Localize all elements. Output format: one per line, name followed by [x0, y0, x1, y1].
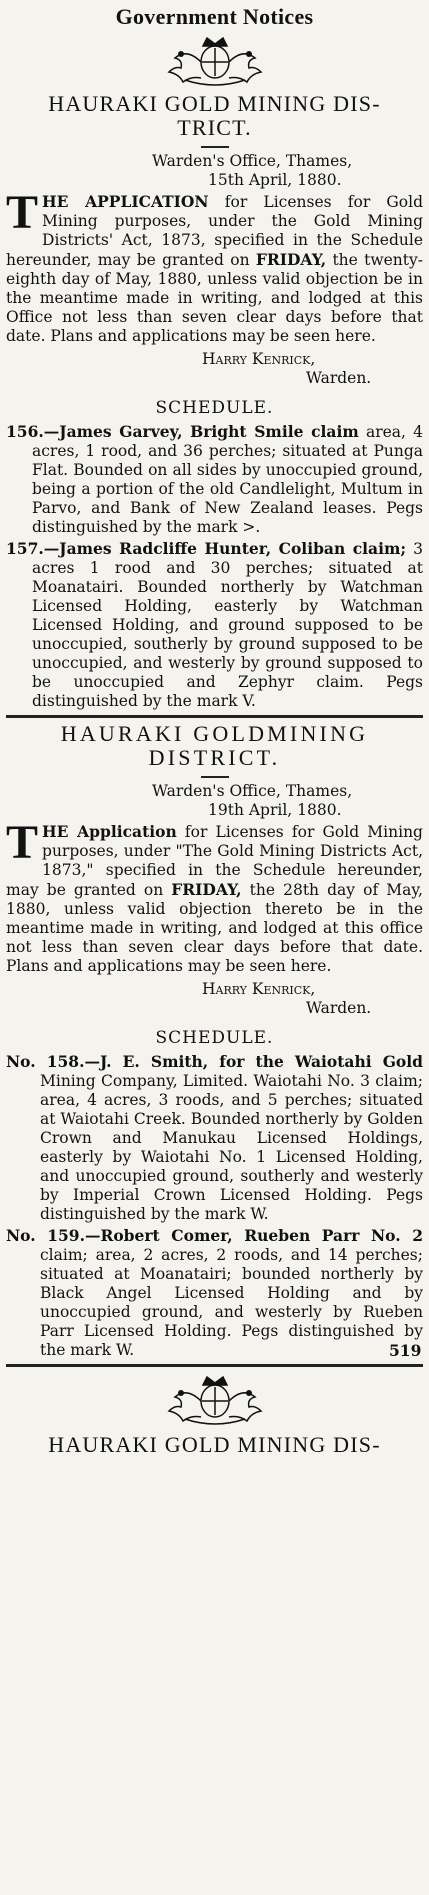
- schedule-entry: No. 158.—J. E. Smith, for the Waiotahi Gold Mining Company, Limited. Waiotahi No. 3 claim; area, 4 acres, 3 roods, and 5 perches; situated at Waiotahi Creek. Bounded northerly by Golden Crown and Manukau Licensed Holdings, easterly by Waiotahi No. 1 Licensed Holding, and unoccupied ground, southerly and westerly by Imperial Crown Licensed Holding. Pegs distinguished by the mark W.: [6, 1052, 423, 1223]
- royal-crest-icon: [155, 1371, 275, 1427]
- signature: Harry Kenrick,: [202, 980, 316, 998]
- signature: Harry Kenrick,: [202, 350, 316, 368]
- schedule-heading: SCHEDULE.: [155, 1028, 274, 1048]
- signature-role: Warden.: [306, 999, 372, 1017]
- newspaper-page: [0, 4, 429, 1895]
- schedule-entry: No. 159.—Robert Comer, Rueben Parr No. 2 claim; area, 2 acres, 2 roods, and 14 perches; situated at Moanatairi; bounded northerly by Black Angel Licensed Holding and by unoccupied ground, and westerly by Rueben Parr Licensed Holding. Pegs distinguished by the mark W. 519: [6, 1226, 423, 1360]
- notice-body: THE Application for Licenses for Gold Mining purposes, under "The Gold Mining Districts Act, 1873," specified in the Schedule hereunder, may be granted on FRIDAY, the 28th day of May, 1880, unless valid objection thereto be in the meantime made in writing, and lodged at this office not less than seven clear days before that date. Plans and applications may be seen here.: [6, 816, 423, 975]
- office-line: Warden's Office, Thames,: [152, 152, 353, 170]
- date-line: 15th April, 1880.: [208, 171, 342, 189]
- drop-cap: T: [6, 816, 39, 869]
- short-divider: [201, 146, 229, 148]
- section-divider: [6, 1364, 423, 1367]
- notice-title: HAURAKI GOLD MINING DIS- TRICT.: [48, 91, 381, 140]
- royal-crest-icon: [155, 32, 275, 88]
- signature-role: Warden.: [306, 369, 372, 387]
- notice-3-title: HAURAKI GOLD MINING DIS-: [48, 1432, 381, 1457]
- section-divider: [6, 715, 423, 718]
- notice-2: [6, 722, 423, 1360]
- section-heading: Government Notices: [115, 4, 314, 29]
- schedule-heading: SCHEDULE.: [155, 398, 274, 418]
- schedule-entry: 156.—James Garvey, Bright Smile claim area, 4 acres, 1 rood, and 36 perches; situated at Punga Flat. Bounded on all sides by unoccupied ground, being a portion of the old Candlelight, Multum in Parvo, and Bank of New Zealand leases. Pegs distinguished by the mark >.: [6, 422, 423, 536]
- notice-title: HAURAKI GOLDMINING DISTRICT.: [60, 721, 369, 770]
- notice-body: THE APPLICATION for Licenses for Gold Mining purposes, under the Gold Mining Districts' Act, 1873, specified in the Schedule hereunder, may be granted on FRIDAY, the twenty-eighth day of May, 1880, unless valid objection be in the meantime made in writing, and lodged at this Office not less than seven clear days before that date. Plans and applications may be seen here.: [6, 186, 423, 345]
- date-line: 19th April, 1880.: [208, 801, 342, 819]
- short-divider: [201, 776, 229, 778]
- drop-cap: T: [6, 186, 39, 239]
- notice-1: [6, 92, 423, 711]
- schedule-entry: 157.—James Radcliffe Hunter, Coliban claim; 3 acres 1 rood and 30 perches; situated at Moanatairi. Bounded northerly by Watchman Licensed Holding, easterly by Watchman Licensed Holding, and ground supposed to be unoccupied, southerly by ground supposed to be unoccupied, and westerly by ground supposed to be unoccupied and Zephyr claim. Pegs distinguished by the mark V.: [6, 539, 423, 710]
- office-line: Warden's Office, Thames,: [152, 782, 353, 800]
